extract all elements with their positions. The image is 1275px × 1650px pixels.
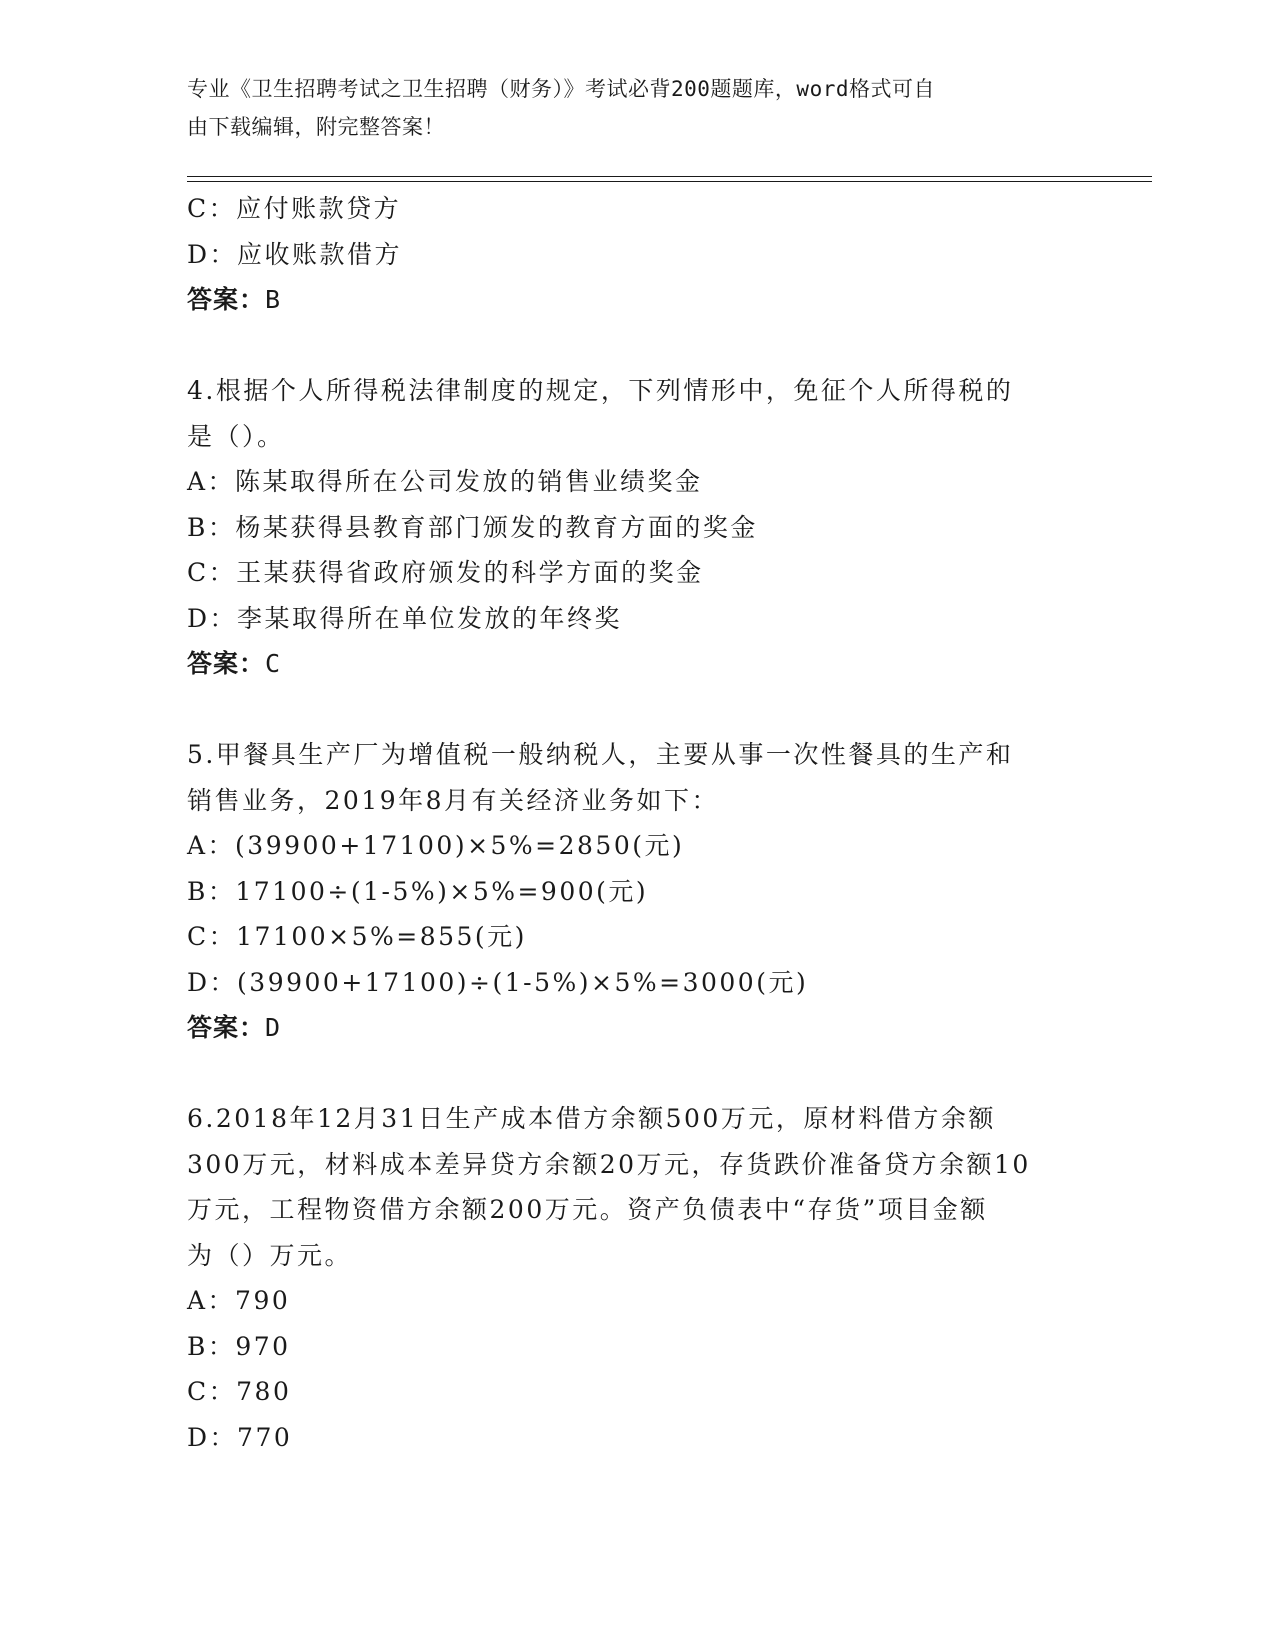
question-5 [187,732,1087,1051]
spacer [187,687,1087,733]
header-line-2: 由下载编辑，附完整答案！ [187,115,445,139]
q5-option-c: C：17100×5%=855(元) [187,922,527,951]
q5-answer-value: D [265,1013,282,1042]
document-body [187,186,1087,1460]
q4-answer-label: 答案： [187,649,266,678]
question-4 [187,368,1087,687]
question-6 [187,1096,1087,1460]
q4-option-b: B：杨某获得县教育部门颁发的教育方面的奖金 [187,512,758,542]
q3-answer-value: B [265,285,282,314]
q6-stem-line-3: 万元，工程物资借方余额200万元。资产负债表中“存货”项目金额 [187,1195,988,1224]
q3-answer-label: 答案： [187,285,266,314]
page-header [187,70,1067,146]
q3-answer [187,277,1087,323]
spacer [187,1051,1087,1097]
q5-option-b: B：17100÷(1-5%)×5%=900(元) [187,876,649,906]
q6-option-c: C：780 [187,1377,292,1406]
q6-stem-line-2: 300万元，材料成本差异贷方余额20万元，存货跌价准备贷方余额10 [187,1149,1031,1179]
q6-stem-line-4: 为（）万元。 [187,1240,353,1270]
q3-option-c: C：应付账款贷方 [187,194,402,223]
q5-stem-line-1: 5.甲餐具生产厂为增值税一般纳税人，主要从事一次性餐具的生产和 [187,740,1014,769]
q5-stem-line-2: 销售业务，2019年8月有关经济业务如下： [187,785,720,815]
q5-option-d: D：(39900+17100)÷(1-5%)×5%=3000(元) [187,967,809,997]
header-divider-top [187,176,1152,177]
q5-option-a: A：(39900+17100)×5%=2850(元) [187,831,685,860]
question-3-tail [187,186,1087,323]
q6-stem-line-1: 6.2018年12月31日生产成本借方余额500万元，原材料借方余额 [187,1104,996,1133]
q6-option-b: B：970 [187,1331,291,1361]
q4-answer [187,641,1087,687]
q5-answer-label: 答案： [187,1013,266,1042]
header-line-1: 专业《卫生招聘考试之卫生招聘（财务）》考试必背200题题库，word格式可自 [187,77,935,101]
header-divider-bottom [187,181,1152,182]
q4-answer-value: C [265,649,282,678]
q4-stem-line-1: 4.根据个人所得税法律制度的规定，下列情形中，免征个人所得税的 [187,376,1014,405]
q3-option-d: D：应收账款借方 [187,239,403,269]
q6-option-a: A：790 [187,1286,291,1315]
q5-answer [187,1005,1087,1051]
q4-option-c: C：王某获得省政府颁发的科学方面的奖金 [187,558,704,587]
q4-option-a: A：陈某取得所在公司发放的销售业绩奖金 [187,467,703,496]
q4-option-d: D：李某取得所在单位发放的年终奖 [187,603,623,633]
q6-option-d: D：770 [187,1422,293,1452]
spacer [187,323,1087,369]
q4-stem-line-2: 是（）。 [187,421,285,451]
